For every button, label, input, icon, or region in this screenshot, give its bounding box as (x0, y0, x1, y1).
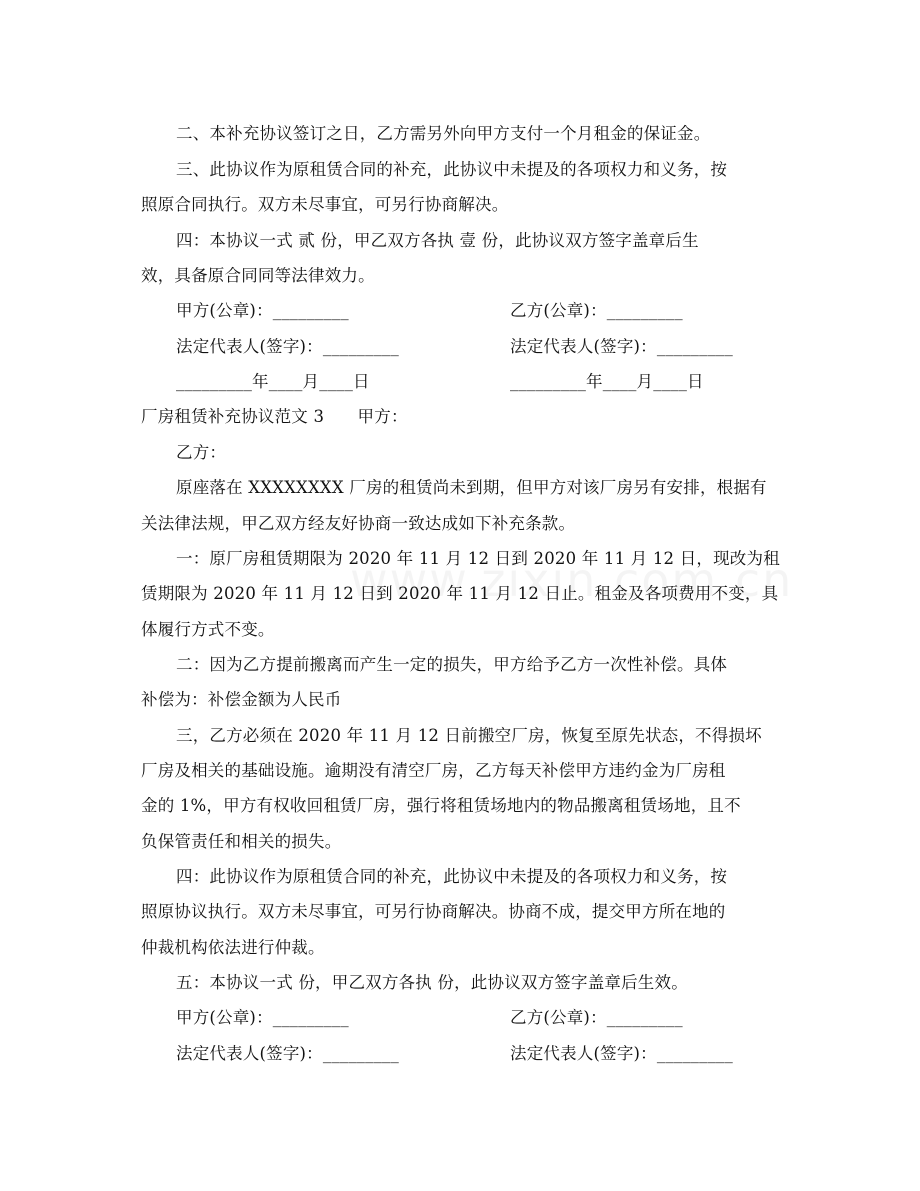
party-b-seal: 乙方(公章)：_________ (510, 301, 683, 320)
clause-three-line4: 负保管责任和相关的损失。 (141, 832, 342, 851)
party-b-seal-2: 乙方(公章)：_________ (510, 1008, 683, 1027)
clause-supplement-line2: 照原合同执行。双方未尽事宜，可另行协商解决。 (141, 195, 509, 214)
party-b-date: _________年____月____日 (510, 372, 704, 391)
clause-two-line1: 二：因为乙方提前搬离而产生一定的损失，甲方给予乙方一次性补偿。具体 (176, 655, 728, 674)
section-heading: 厂房租赁补充协议范文 3 甲方： (141, 407, 408, 426)
clause-deposit: 二、本补充协议签订之日，乙方需另外向甲方支付一个月租金的保证金。 (176, 124, 711, 143)
clause-one-line2: 赁期限为 2020 年 11 月 12 日到 2020 年 11 月 12 日止。租金及各项费用不变，具 (141, 584, 779, 603)
clause-five: 五：本协议一式 份，甲乙双方各执 份，此协议双方签字盖章后生效。 (176, 973, 688, 992)
party-a-date: _________年____月____日 (176, 372, 370, 391)
party-a-seal: 甲方(公章)：_________ (176, 301, 349, 320)
intro-line1: 原座落在 XXXXXXXX 厂房的租赁尚未到期，但甲方对该厂房另有安排，根据有 (176, 478, 767, 497)
clause-copies-line2: 效，具备原合同同等法律效力。 (141, 266, 375, 285)
clause-one-line1: 一：原厂房租赁期限为 2020 年 11 月 12 日到 2020 年 11 月 12 日，现改为租 (176, 549, 780, 568)
party-b-representative-2: 法定代表人(签字)：_________ (510, 1044, 733, 1063)
clause-two-line2: 补偿为：补偿金额为人民币 (141, 690, 342, 709)
clause-supplement-line1: 三、此协议作为原租赁合同的补充，此协议中未提及的各项权力和义务，按 (176, 160, 728, 179)
intro-line2: 关法律法规，甲乙双方经友好协商一致达成如下补充条款。 (141, 514, 576, 533)
party-a-representative: 法定代表人(签字)：_________ (176, 337, 399, 356)
clause-four-line3: 仲裁机构依法进行仲裁。 (141, 938, 325, 957)
clause-four-line1: 四：此协议作为原租赁合同的补充，此协议中未提及的各项权力和义务，按 (176, 867, 728, 886)
party-a-representative-2: 法定代表人(签字)：_________ (176, 1044, 399, 1063)
clause-copies-line1: 四：本协议一式 贰 份，甲乙双方各执 壹 份，此协议双方签字盖章后生 (176, 231, 699, 250)
party-b-label: 乙方： (176, 443, 227, 462)
clause-three-line3: 金的 1%，甲方有权收回租赁厂房，强行将租赁场地内的物品搬离租赁场地，且不 (141, 796, 741, 815)
party-b-representative: 法定代表人(签字)：_________ (510, 337, 733, 356)
clause-three-line1: 三，乙方必须在 2020 年 11 月 12 日前搬空厂房，恢复至原先状态，不得损坏 (176, 726, 762, 745)
clause-three-line2: 厂房及相关的基础设施。逾期没有清空厂房，乙方每天补偿甲方违约金为厂房租 (141, 761, 726, 780)
clause-four-line2: 照原协议执行。双方未尽事宜，可另行协商解决。协商不成，提交甲方所在地的 (141, 902, 726, 921)
party-a-seal-2: 甲方(公章)：_________ (176, 1008, 349, 1027)
clause-one-line3: 体履行方式不变。 (141, 620, 275, 639)
